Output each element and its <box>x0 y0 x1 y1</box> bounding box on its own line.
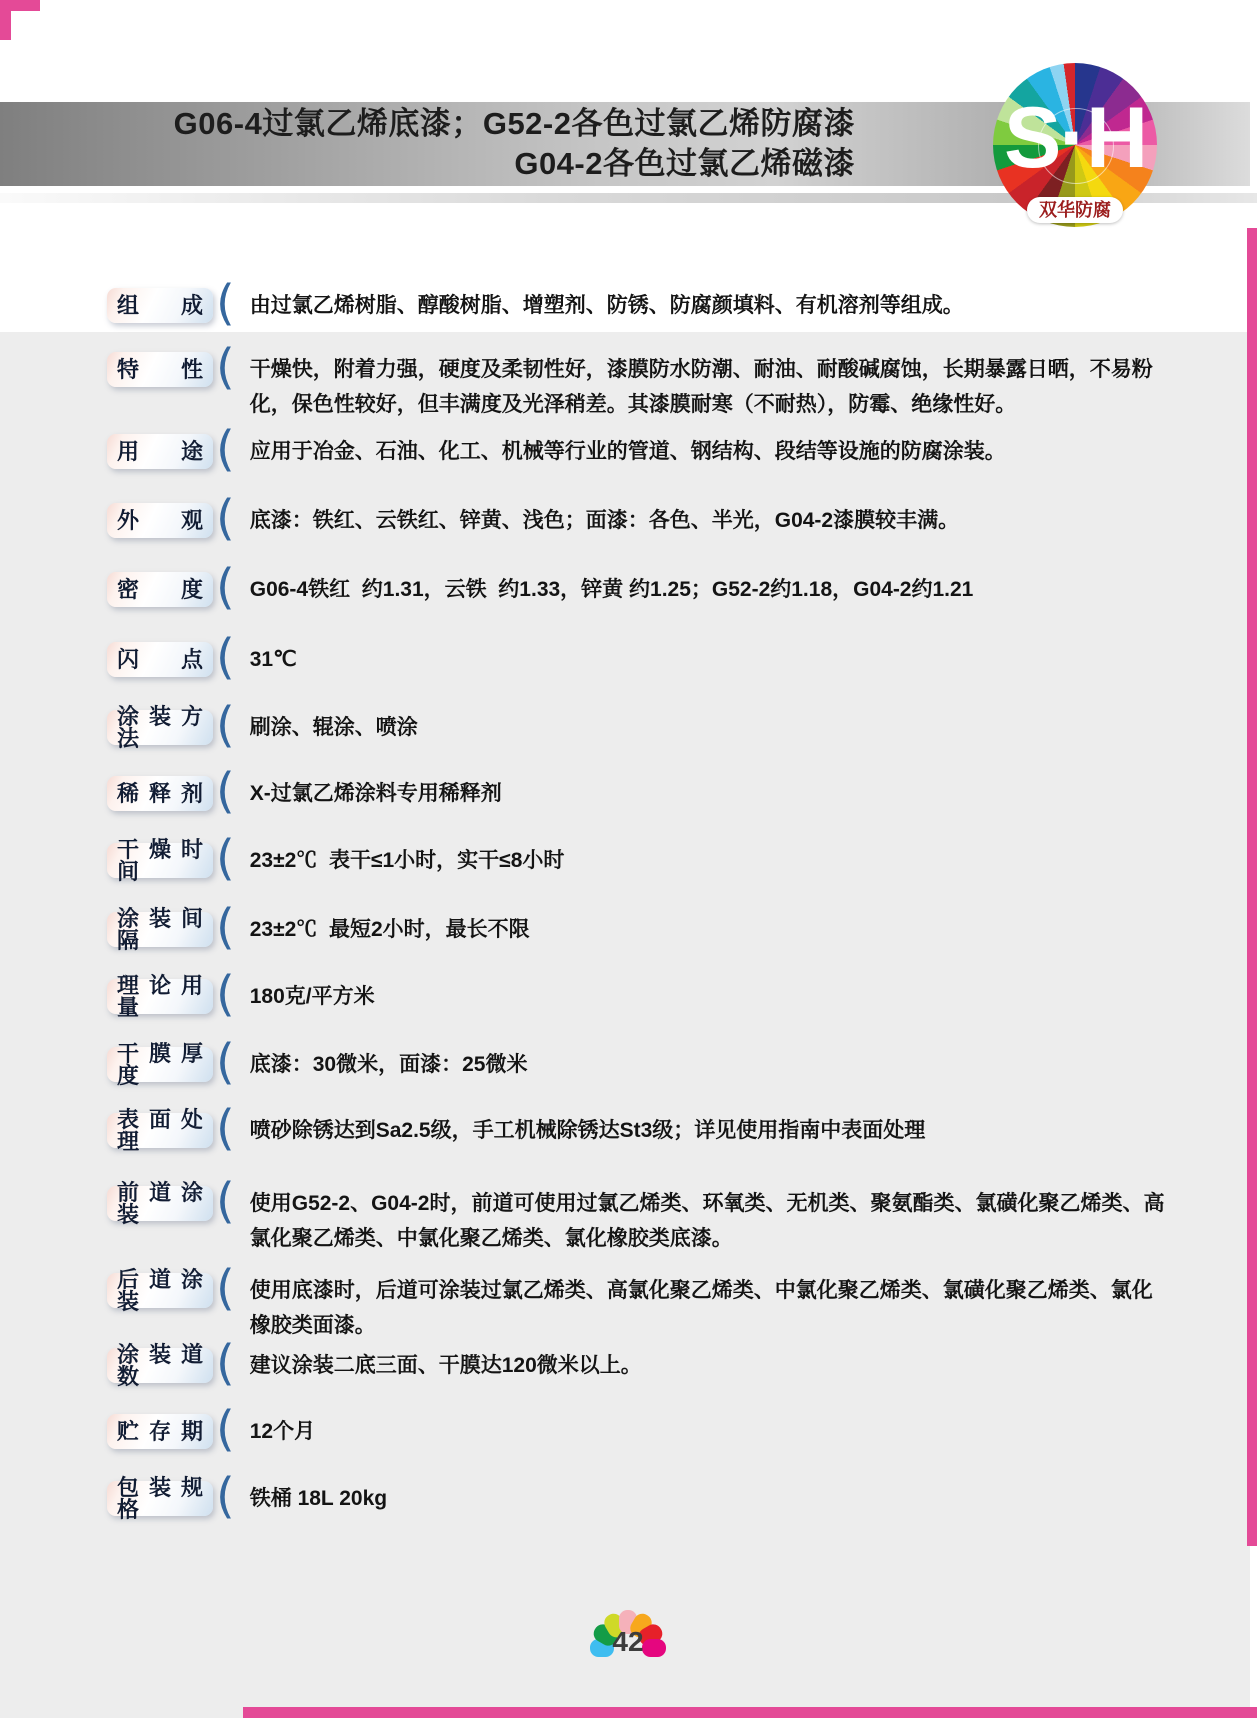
spec-content: 23±2℃ 最短2小时，最长不限 <box>249 918 530 941</box>
spec-label-pill <box>107 503 213 538</box>
spec-label: 涂装方法 <box>117 703 203 751</box>
spec-content: 31℃ <box>249 648 297 671</box>
bracket-decoration: ( <box>216 899 235 955</box>
bracket-decoration: ( <box>216 275 235 331</box>
spec-label-pill <box>107 1414 213 1449</box>
spec-label: 后道涂装 <box>117 1266 203 1314</box>
spec-row-2 <box>107 421 1170 477</box>
spec-label-pill <box>107 1266 213 1314</box>
spec-label: 包装规格 <box>117 1474 203 1522</box>
spec-content: 建议涂装二底三面、干膜达120微米以上。 <box>249 1354 642 1377</box>
spec-label-pill <box>107 836 213 884</box>
spec-label: 表面处理 <box>117 1106 203 1154</box>
spec-label: 涂装间隔 <box>117 905 203 953</box>
bracket-decoration: ( <box>216 421 235 477</box>
spec-row-7 <box>107 763 1170 819</box>
spec-row-5 <box>107 629 1170 685</box>
spec-label-pill <box>107 776 213 811</box>
spec-content: 应用于冶金、石油、化工、机械等行业的管道、钢结构、段结等设施的防腐涂装。 <box>249 440 1006 463</box>
spec-content: 由过氯乙烯树脂、醇酸树脂、增塑剂、防锈、防腐颜填料、有机溶剂等组成。 <box>249 294 964 317</box>
spec-content: 干燥快，附着力强，硬度及柔韧性好，漆膜防水防潮、耐油、耐酸碱腐蚀，长期暴露日晒，不易粉化，保色性较好，但丰满度及光泽稍差。其漆膜耐寒（不耐热），防霉、绝缘性好。 <box>249 358 1153 416</box>
page-title-line1: G06-4过氯乙烯底漆；G52-2各色过氯乙烯防腐漆 <box>173 106 855 141</box>
page-number: 42 <box>612 1626 644 1657</box>
spec-label-pill <box>107 434 213 469</box>
spec-label: 涂装道数 <box>117 1341 203 1389</box>
spec-row-1 <box>107 339 1170 422</box>
spec-label: 干膜厚度 <box>117 1040 203 1088</box>
bracket-decoration: ( <box>216 697 235 753</box>
spec-label-pill <box>107 905 213 953</box>
bracket-decoration: ( <box>216 1468 235 1524</box>
spec-label: 前道涂装 <box>117 1179 203 1227</box>
spec-label-pill <box>107 1474 213 1522</box>
spec-label: 稀释剂 <box>117 780 203 806</box>
spec-label-pill <box>107 1179 213 1227</box>
bracket-decoration: ( <box>216 559 235 615</box>
bracket-decoration: ( <box>216 1401 235 1457</box>
spec-content: 喷砂除锈达到Sa2.5级，手工机械除锈达St3级；详见使用指南中表面处理 <box>249 1119 926 1142</box>
bracket-decoration: ( <box>216 339 235 395</box>
spec-label: 组成 <box>117 292 203 318</box>
spec-row-12 <box>107 1100 1170 1156</box>
logo-monogram: S·H <box>1003 89 1147 186</box>
spec-row-6 <box>107 697 1170 753</box>
spec-content: X-过氯乙烯涂料专用稀释剂 <box>249 782 502 805</box>
spec-label: 用途 <box>117 438 203 464</box>
spec-content: 铁桶 18L 20kg <box>249 1487 388 1510</box>
spec-content: 刷涂、辊涂、喷涂 <box>249 716 418 739</box>
spec-content: 使用G52-2、G04-2时，前道可使用过氯乙烯类、环氧类、无机类、聚氨酯类、氯磺化聚乙烯类、高氯化聚乙烯类、中氯化聚乙烯类、氯化橡胶类底漆。 <box>249 1192 1165 1250</box>
spec-label: 贮存期 <box>117 1418 203 1444</box>
spec-label-pill <box>107 972 213 1020</box>
spec-content: G06-4铁红 约1.31，云铁 约1.33，锌黄 约1.25；G52-2约1.18，G04-2约1.21 <box>249 578 974 601</box>
spec-label: 密度 <box>117 576 203 602</box>
spec-label: 特性 <box>117 356 203 382</box>
bracket-decoration: ( <box>216 830 235 886</box>
spec-content: 12个月 <box>249 1420 316 1443</box>
spec-row-17 <box>107 1468 1170 1524</box>
bracket-decoration: ( <box>216 1034 235 1090</box>
spec-label-pill <box>107 1040 213 1088</box>
spec-label: 外观 <box>117 507 203 533</box>
spec-content: 180克/平方米 <box>249 985 375 1008</box>
spec-row-9 <box>107 899 1170 955</box>
logo-banner: 双华防腐 <box>1027 197 1123 223</box>
bracket-decoration: ( <box>216 1100 235 1156</box>
spec-row-8 <box>107 830 1170 886</box>
bottom-edge-bar <box>243 1707 1257 1718</box>
spec-row-14 <box>107 1260 1170 1343</box>
page-footer <box>590 1602 666 1658</box>
bracket-decoration: ( <box>216 1335 235 1391</box>
spec-label-pill <box>107 572 213 607</box>
page-title-line2: G04-2各色过氯乙烯磁漆 <box>514 146 855 181</box>
spec-label-pill <box>107 642 213 677</box>
bracket-decoration: ( <box>216 1173 235 1229</box>
spec-label-pill <box>107 1341 213 1389</box>
bracket-decoration: ( <box>216 763 235 819</box>
spec-row-3 <box>107 490 1170 546</box>
spec-row-10 <box>107 966 1170 1022</box>
right-edge-bar <box>1247 228 1257 1546</box>
spec-label: 干燥时间 <box>117 836 203 884</box>
spec-row-15 <box>107 1335 1170 1391</box>
spec-content: 底漆：30微米，面漆：25微米 <box>249 1053 528 1076</box>
spec-label-pill <box>107 1106 213 1154</box>
spec-content: 底漆：铁红、云铁红、锌黄、浅色；面漆：各色、半光，G04-2漆膜较丰满。 <box>249 509 960 532</box>
spec-row-16 <box>107 1401 1170 1457</box>
bracket-decoration: ( <box>216 966 235 1022</box>
bracket-decoration: ( <box>216 1260 235 1316</box>
spec-content: 使用底漆时，后道可涂装过氯乙烯类、高氯化聚乙烯类、中氯化聚乙烯类、氯磺化聚乙烯类、氯化橡胶类面漆。 <box>249 1279 1153 1337</box>
spec-label: 理论用量 <box>117 972 203 1020</box>
spec-label-pill <box>107 288 213 323</box>
spec-row-13 <box>107 1173 1170 1256</box>
spec-content: 23±2℃ 表干≤1小时，实干≤8小时 <box>249 849 565 872</box>
spec-label-pill <box>107 352 213 387</box>
spec-row-0 <box>107 275 1170 331</box>
bracket-decoration: ( <box>216 490 235 546</box>
spec-label: 闪点 <box>117 646 203 672</box>
spec-row-11 <box>107 1034 1170 1090</box>
spec-label-pill <box>107 703 213 751</box>
bracket-decoration: ( <box>216 629 235 685</box>
spec-row-4 <box>107 559 1170 615</box>
